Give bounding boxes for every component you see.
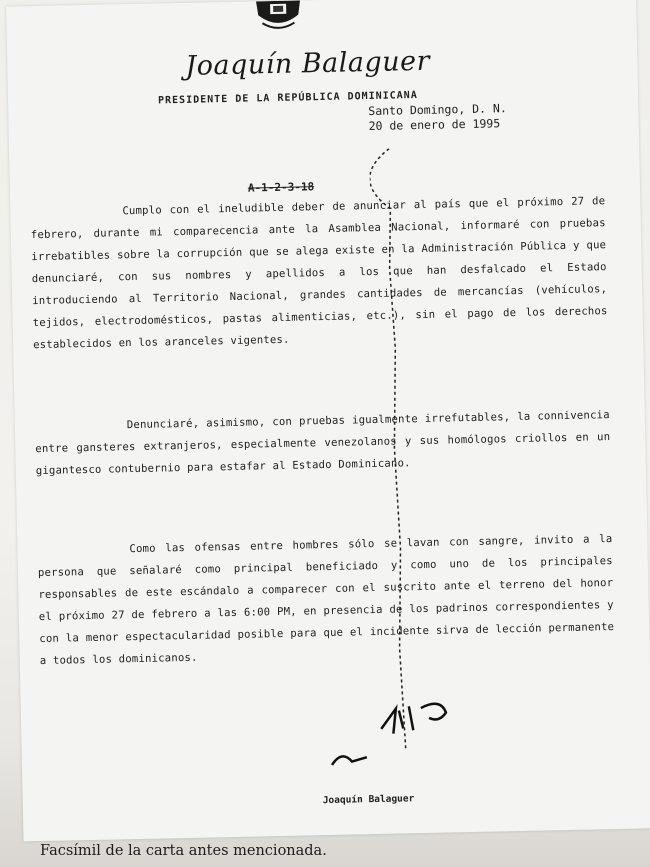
body-paragraph-2: Denunciaré, asimismo, con pruebas igualmente irrefutables, la connivencia entre gansteres extranjeros, especialmente venezolanos y sus homólogos criollos en un gigantesco contubernio para estafar al Estado Dominicano. — [35, 409, 611, 478]
coat-of-arms-seal — [248, 0, 309, 31]
letter-sheet — [6, 0, 650, 841]
dateline — [368, 101, 507, 134]
dateline-place: Santo Domingo, D. N. — [368, 101, 507, 119]
body-paragraph-3: Como las ofensas entre hombres sólo se lavan con sangre, invito a la persona que señalaré como principal beneficiado y como uno de los principales responsables de este escándalo a comparecer con el suscrito ante el terreno del honor el próximo 27 de febrero a las 6:00 PM, en presencia de los padrinos correspondientes y con la menor espectacularidad posible para que el incidente sirva de lección permanente a todos los dominicanos. — [37, 533, 615, 668]
letterhead-office: PRESIDENTE DE LA REPÚBLICA DOMINICANA — [157, 89, 418, 107]
dateline-date: 20 de enero de 1995 — [368, 116, 501, 134]
body-paragraph-1: Cumplo con el ineludible deber de anunciar al país que el próximo 27 de febrero, durante mi comparecencia ante la Asamblea Nacional, informaré con pruebas irrebatibles sobre la corrupción que se alega existe en la Administración Pública y que denunciaré, con sus nombres y apellidos a los que han desfalcado el Estado introduciendo al Territorio Nacional, grandes cantidades de mercancías (vehículos, tejidos, electrodomésticos, pastas alimenticias, etc.), sin el pago de los derechos establecidos en los aranceles vigentes. — [30, 195, 608, 352]
signer-printed-name: Joaquín Balaguer — [322, 793, 415, 807]
figure-caption: Facsímil de la carta antes mencionada. — [40, 843, 327, 859]
handwritten-signature — [320, 687, 482, 780]
reference-number: A-1-2-3-18 — [247, 180, 315, 195]
letterhead-signature: Joaquín Balaguer — [185, 45, 431, 82]
